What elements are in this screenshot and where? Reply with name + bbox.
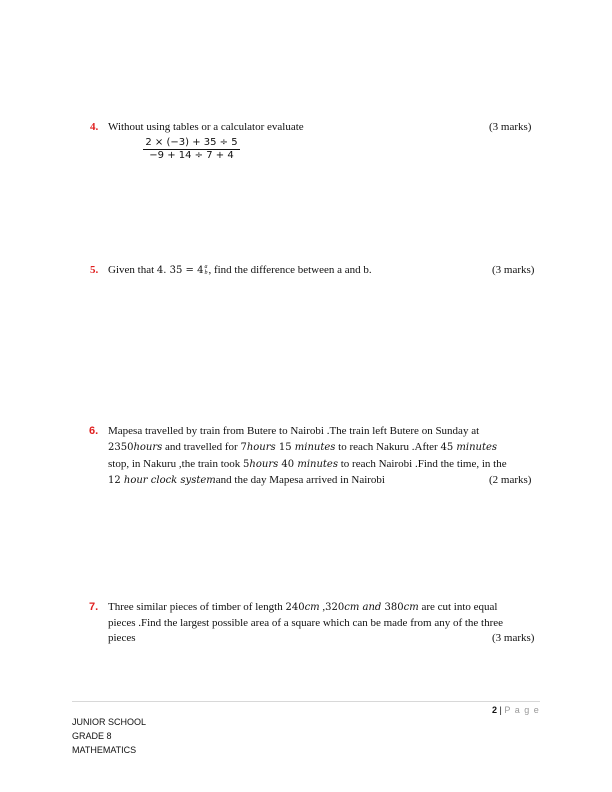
text-segment: 40 xyxy=(278,458,298,470)
text-segment: pieces xyxy=(108,632,136,644)
question-5-number: 5. xyxy=(90,264,99,276)
text-segment: minutes xyxy=(297,458,338,470)
frac-b: b xyxy=(204,270,208,277)
text-line xyxy=(108,425,479,437)
text-segment: 45 xyxy=(440,442,457,454)
text-segment: are cut into equal xyxy=(418,601,498,613)
q5-fraction xyxy=(204,264,207,276)
question-4-fraction xyxy=(143,137,240,161)
page-label: P a g e xyxy=(504,705,540,715)
question-6-marks: (2 marks) xyxy=(489,474,532,486)
question-4-marks: (3 marks) xyxy=(489,121,532,133)
text-segment: minutes xyxy=(456,442,498,454)
text-segment: 5 xyxy=(243,458,250,470)
text-segment: hours xyxy=(249,458,279,470)
text-segment: 15 xyxy=(275,442,295,454)
question-7-number: 7. xyxy=(89,601,99,613)
fraction-numerator: 2 × (−3) + 35 ÷ 5 xyxy=(143,137,240,150)
text-line xyxy=(108,632,135,644)
fraction-denominator: −9 + 14 ÷ 7 + 4 xyxy=(149,150,234,161)
text-segment: cm and xyxy=(344,602,385,613)
text-segment: 320 xyxy=(325,602,345,613)
text-segment: cm xyxy=(304,602,320,613)
text-line xyxy=(108,601,498,613)
text-line xyxy=(108,441,497,453)
text-segment: 2350 xyxy=(108,442,134,454)
text-segment: 380 xyxy=(384,602,404,613)
text-segment: Three similar pieces of timber of length xyxy=(108,601,286,613)
q5-post: , find the difference between a and b. xyxy=(208,264,372,276)
question-4-number: 4. xyxy=(90,121,99,133)
q5-pre: Given that xyxy=(108,264,157,276)
text-segment: 12 xyxy=(108,474,124,486)
text-segment: pieces .Find the largest possible area of a square which can be made from any of the three xyxy=(108,616,504,629)
text-segment: and travelled for xyxy=(162,441,241,454)
footer-grade: GRADE 8 xyxy=(72,731,112,741)
text-line xyxy=(108,474,385,486)
text-segment: minutes xyxy=(294,442,336,454)
question-4-text: Without using tables or a calculator evaluate xyxy=(108,121,304,133)
text-segment: to reach Nakuru .After xyxy=(335,441,441,454)
text-segment: 240 xyxy=(285,602,305,613)
question-5-marks: (3 marks) xyxy=(492,264,535,276)
text-segment: hour clock system xyxy=(123,474,216,486)
text-segment: , xyxy=(319,601,326,613)
q5-math: 4. 3̇5̇ = 4 xyxy=(156,265,204,276)
text-segment: Mapesa travelled by train from Butere to Nairobi .The train left Butere on Sunday at xyxy=(108,425,480,437)
question-7-marks: (3 marks) xyxy=(492,632,535,644)
question-5-text xyxy=(108,264,372,276)
text-segment: to reach Nairobi .Find the time, in the xyxy=(337,457,507,470)
footer-school: JUNIOR SCHOOL xyxy=(72,717,147,727)
text-segment: cm xyxy=(403,602,419,613)
page-indicator xyxy=(492,705,540,715)
text-segment: stop, in Nakuru ,the train took xyxy=(108,457,244,470)
footer-subject: MATHEMATICS xyxy=(72,745,137,755)
frac-a: a xyxy=(204,264,208,271)
text-segment: and the day Mapesa arrived in Nairobi xyxy=(215,473,385,486)
text-line xyxy=(108,617,503,629)
text-segment: hours xyxy=(246,442,276,454)
question-6-number: 6. xyxy=(89,425,99,437)
text-segment: 7 xyxy=(240,442,247,454)
text-segment: hours xyxy=(133,442,163,454)
page-separator: | xyxy=(499,705,502,715)
footer-divider xyxy=(72,701,540,702)
text-line xyxy=(108,458,507,470)
page-number: 2 xyxy=(492,705,498,715)
